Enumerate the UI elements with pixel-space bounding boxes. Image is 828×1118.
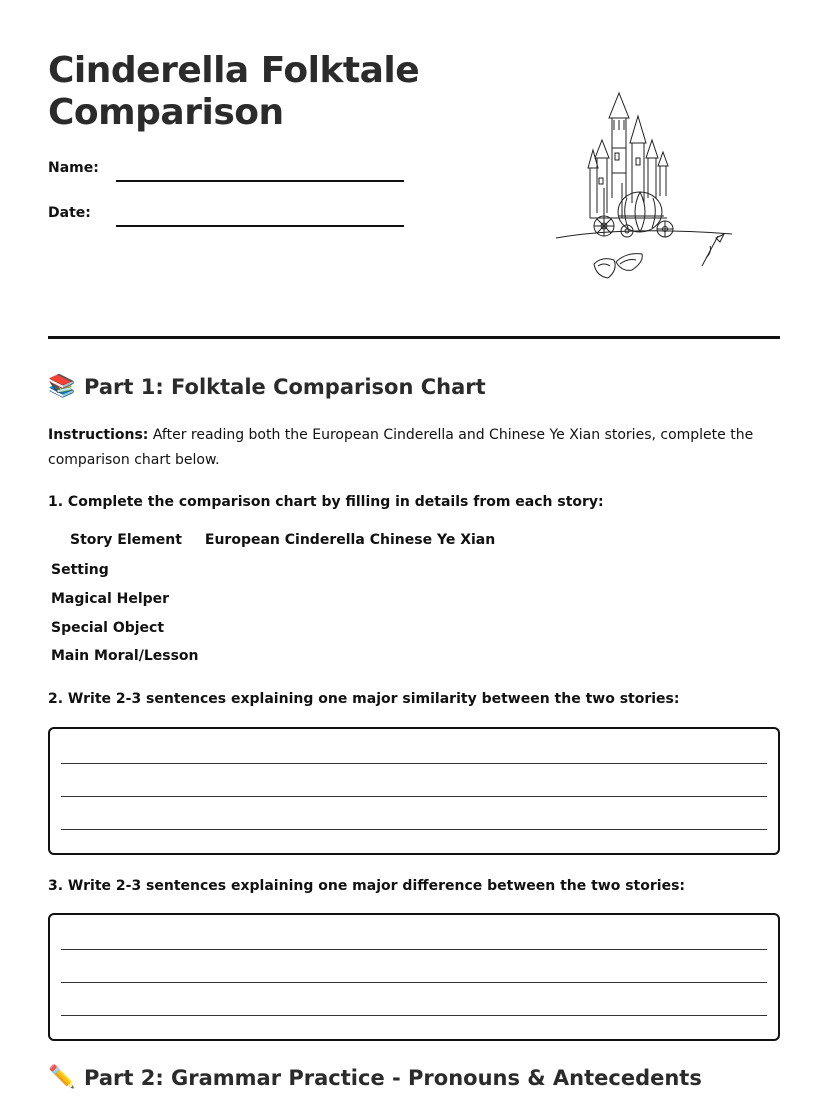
section-divider [48,336,780,339]
chart-header-element: Story Element [70,532,182,548]
writing-line [61,796,767,797]
castle-carriage-illustration [552,88,736,288]
chart-header-chinese: Chinese Ye Xian [369,532,496,548]
comparison-chart [48,528,548,671]
name-label: Name: [48,160,99,176]
writing-line [61,763,767,764]
part2-heading [48,1065,702,1090]
question-2: 2. Write 2-3 sentences explaining one major similarity between the two stories: [48,691,680,707]
chart-header-european: European Cinderella [204,532,365,548]
instructions-label: Instructions: [48,427,149,443]
similarity-answer-box[interactable] [48,727,780,855]
instructions-paragraph [48,423,768,473]
books-icon: 📚 [48,374,76,399]
question-3: 3. Write 2-3 sentences explaining one major difference between the two stories: [48,878,685,894]
difference-answer-box[interactable] [48,913,780,1041]
writing-line [61,829,767,830]
date-line[interactable] [116,225,404,227]
writing-line [61,1015,767,1016]
date-field[interactable] [48,205,408,229]
chart-row-special-object: Special Object [51,619,165,636]
writing-line [61,982,767,983]
chart-row-magical-helper: Magical Helper [51,591,170,608]
part2-heading-text: Part 2: Grammar Practice - Pronouns & Antecedents [84,1065,702,1090]
pencil-icon: ✏️ [48,1065,76,1090]
part1-heading [48,374,486,399]
date-label: Date: [48,205,91,221]
name-line[interactable] [116,180,404,182]
chart-row-moral: Main Moral/Lesson [51,648,199,665]
name-field[interactable] [48,160,408,184]
instructions-text: After reading both the European Cinderella and Chinese Ye Xian stories, complete the comparison chart below. [48,427,754,468]
part1-heading-text: Part 1: Folktale Comparison Chart [84,374,486,399]
page-title: Cinderella Folktale Comparison [48,50,420,133]
question-1: 1. Complete the comparison chart by filling in details from each story: [48,494,604,510]
chart-header-row [48,528,548,556]
chart-row-setting: Setting [51,562,109,579]
writing-line [61,949,767,950]
